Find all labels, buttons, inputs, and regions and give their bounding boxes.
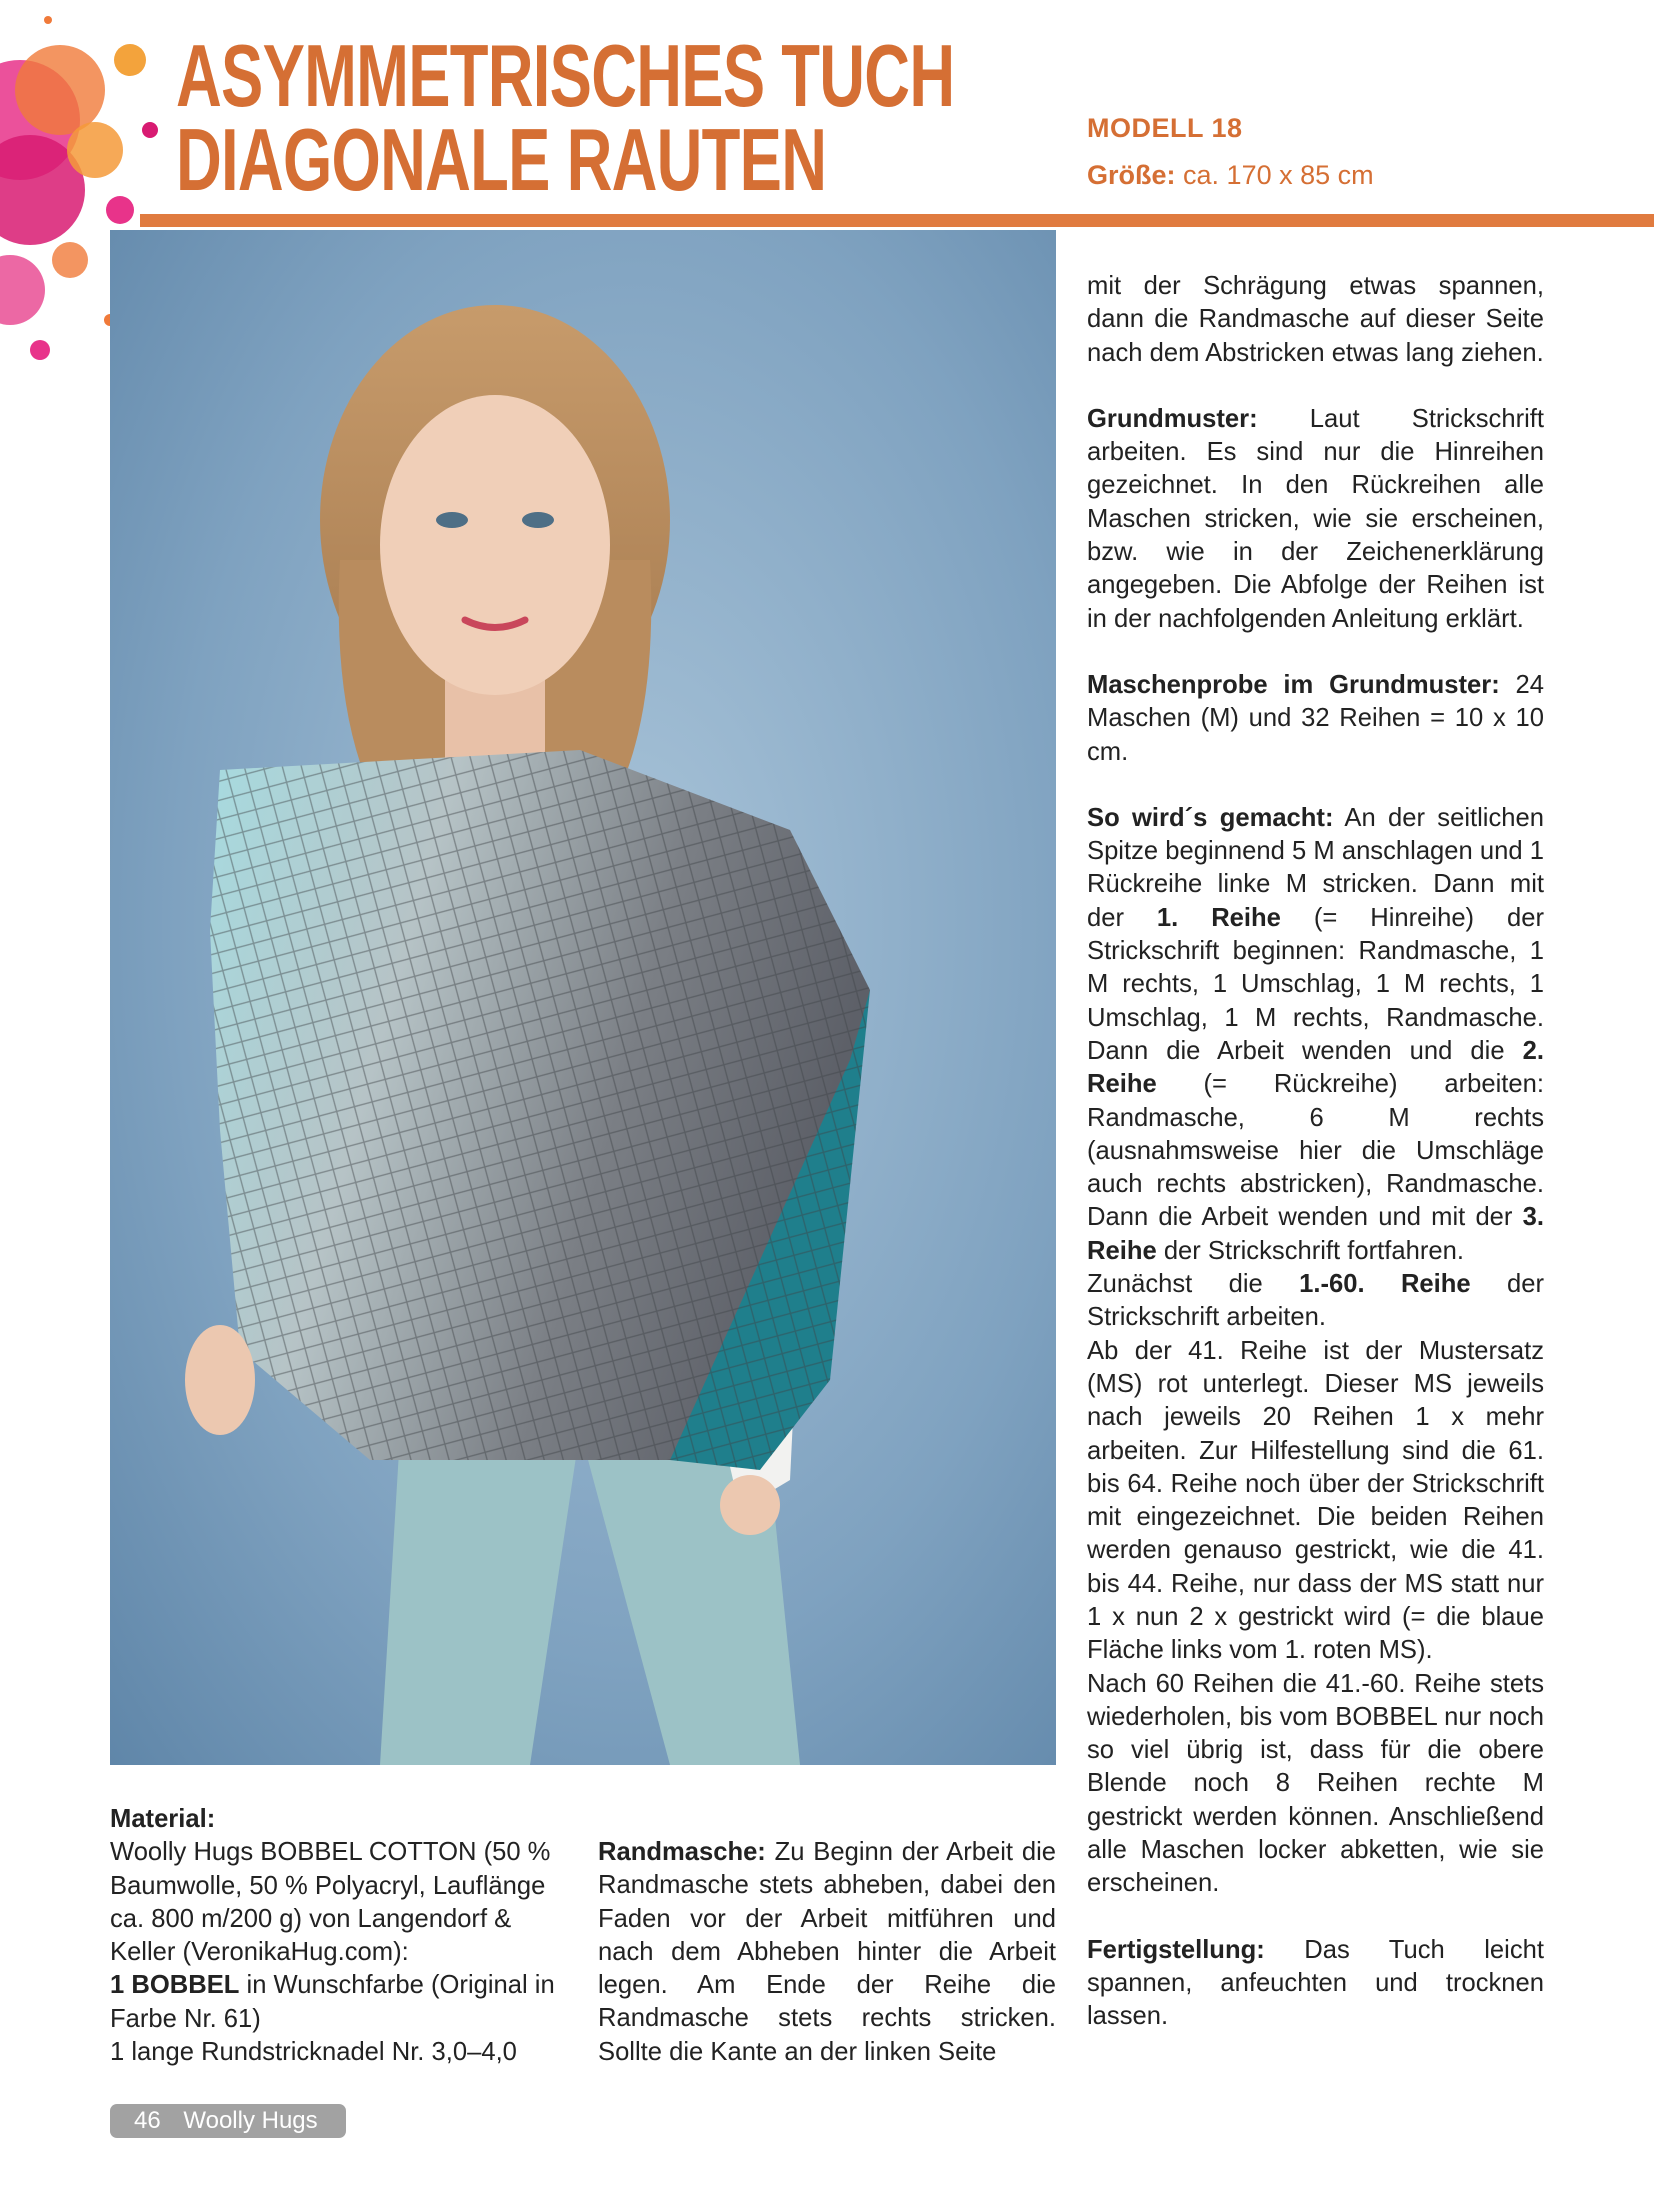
- ab-der-41-text: Ab der 41. Reihe ist der Mustersatz (MS) rot unterlegt. Dieser MS jeweils nach jeweils 20 Reihen 1 x mehr arbeiten. Zur Hilfestellung sind die 61. bis 64. Reihe noch über der Strickschrift mit eingezeichnet. Die beiden Reihen werden genauso gestrickt, wie die 41. bis 44. Reihe, nur dass der MS statt nur 1 x nun 2 x gestrickt wird (= die blaue Fläche links vom 1. roten MS).: [1087, 1336, 1544, 1665]
- so-row-1: 1. Reihe: [1156, 903, 1281, 932]
- so-text-2: (= Hinreihe) der Strickschrift beginnen: Randmasche, 1 M rechts, 1 Umschlag, 1 M rechts, 1 Umschlag, 1 M rechts, Randmasche. Dann die Arbeit wenden und die: [1087, 903, 1544, 1065]
- randmasche-label: Randmasche:: [598, 1838, 766, 1866]
- fertigstellung-label: Fertigstellung:: [1087, 1935, 1265, 1964]
- page-footer: [110, 2104, 346, 2138]
- fertigstellung-text: Das Tuch leicht spannen, anfeuchten und trocknen lassen.: [1087, 1935, 1544, 2031]
- page-title: [176, 26, 955, 209]
- instructions-intro: mit der Schrägung etwas spannen, dann die Randmasche auf dieser Seite nach dem Abstricken etwas lang ziehen.: [1087, 272, 1544, 367]
- model-number: MODELL 18: [1087, 113, 1243, 143]
- title-line-1: ASYMMETRISCHES TUCH: [176, 26, 955, 125]
- page-number: 46: [134, 2107, 161, 2134]
- so-wirds-gemacht-label: So wird´s gemacht:: [1087, 803, 1334, 832]
- so-row-2: 2. Reihe: [1087, 1036, 1544, 1099]
- footer-brand: Woolly Hugs: [183, 2107, 318, 2134]
- so-text-1: An der seitlichen Spitze beginnend 5 M anschlagen und 1 Rückreihe linke M stricken. Dann mit der: [1087, 803, 1544, 932]
- shawl-photo: [110, 230, 1056, 1765]
- randmasche-section: [598, 1836, 1056, 2069]
- material-section: [110, 1803, 570, 2069]
- material-bobbel: 1 BOBBEL: [110, 1971, 240, 2000]
- material-heading: Material:: [110, 1805, 216, 1833]
- size-label: Größe:: [1087, 160, 1176, 190]
- header-rule: [140, 214, 1654, 227]
- material-text-2: [110, 1969, 570, 2036]
- grundmuster-label: Grundmuster:: [1087, 404, 1258, 433]
- title-line-2: DIAGONALE RAUTEN: [176, 110, 827, 209]
- size-value: ca. 170 x 85 cm: [1183, 160, 1374, 190]
- so-text-3: (= Rückreihe) arbeiten: Randmasche, 6 M rechts (ausnahmsweise hier die Umschläge auch rechts abstricken), Randmasche. Dann die Arbeit wenden und mit der: [1087, 1070, 1544, 1232]
- so-text-4: der Strickschrift fortfahren.: [1156, 1236, 1464, 1265]
- size-info: [1087, 160, 1374, 191]
- material-bobbel-detail: in Wunschfarbe (Original in Farbe Nr. 61): [110, 1971, 555, 2033]
- nach-60-text: Nach 60 Reihen die 41.-60. Reihe stets wiederholen, bis vom BOBBEL nur noch so viel übrig ist, dass für die obere Blende noch 8 Reihen rechte M gestrickt werden können. Anschließend alle Maschen locker abketten, wie sie erscheinen.: [1087, 1669, 1544, 1898]
- maschenprobe-label: Maschenprobe im Grundmuster:: [1087, 670, 1500, 699]
- zunaechst-rows: 1.-60. Reihe: [1299, 1270, 1471, 1299]
- maschenprobe-text: 24 Maschen (M) und 32 Reihen = 10 x 10 cm.: [1087, 670, 1544, 766]
- instructions-section: [1087, 270, 1544, 2034]
- zunaechst-text-1: Zunächst die: [1087, 1270, 1300, 1299]
- material-text-1: Woolly Hugs BOBBEL COTTON (50 % Baumwolle, 50 % Polyacryl, Lauflänge ca. 800 m/200 g) von Langendorf & Keller (VeronikaHug.com):: [110, 1838, 551, 1967]
- material-text-3: 1 lange Rundstricknadel Nr. 3,0–4,0: [110, 2038, 517, 2067]
- grundmuster-text: Laut Strickschrift arbeiten. Es sind nur die Hinreihen gezeichnet. In den Rückreihen alle Maschen stricken, wie sie erscheinen, bzw. wie in der Zeichenerklärung angegeben. Die Abfolge der Reihen ist in der nachfolgenden Anleitung erklärt.: [1087, 404, 1544, 633]
- so-row-3: 3. Reihe: [1087, 1203, 1544, 1265]
- randmasche-text: Zu Beginn der Arbeit die Randmasche stets abheben, dabei den Faden vor der Arbeit mitführen und nach dem Abheben hinter die Arbeit legen. Am Ende der Reihe die Randmasche stets rechts stricken. Sollte die Kante an der linken Seite: [598, 1838, 1056, 2066]
- zunaechst-text-2: der Strickschrift arbeiten.: [1087, 1270, 1544, 1332]
